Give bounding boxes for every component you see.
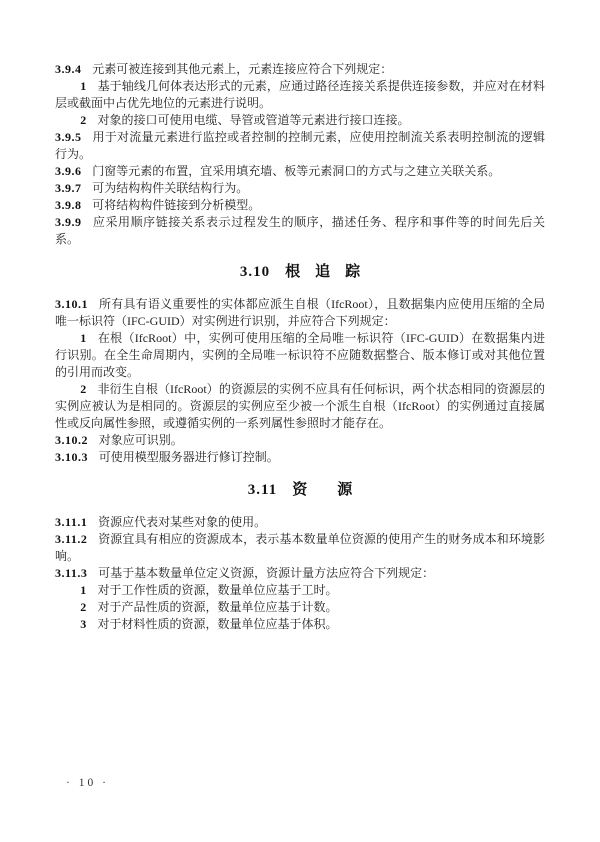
clause-number: 3.9.7 bbox=[55, 181, 82, 195]
item-number: 1 bbox=[80, 331, 87, 345]
clause-text: 可将结构构件链接到分析模型。 bbox=[92, 198, 261, 212]
clause-3-10-1 bbox=[55, 296, 545, 330]
clause-3-9-5 bbox=[55, 129, 545, 163]
list-item-3-11-3-3 bbox=[55, 616, 545, 633]
clause-3-11-2 bbox=[55, 531, 545, 565]
item-text: 对于产品性质的资源，数量单位应基于计数。 bbox=[97, 600, 338, 614]
clause-text: 元素可被连接到其他元素上，元素连接应符合下列规定： bbox=[92, 62, 393, 76]
clause-number: 3.10.1 bbox=[55, 297, 88, 311]
clause-text: 可使用模型服务器进行修订控制。 bbox=[98, 450, 279, 464]
clause-number: 3.10.2 bbox=[55, 433, 88, 447]
section-title: 资 源 bbox=[292, 482, 353, 498]
clause-number: 3.10.3 bbox=[55, 450, 88, 464]
clause-number: 3.9.4 bbox=[55, 62, 82, 76]
clause-number: 3.9.8 bbox=[55, 198, 82, 212]
clause-text: 资源应代表对某些对象的使用。 bbox=[98, 515, 267, 529]
item-number: 2 bbox=[80, 113, 87, 127]
clause-text: 用于对流量元素进行监控或者控制的控制元素，应使用控制流关系表明控制流的逻辑行为。 bbox=[55, 130, 545, 161]
item-text: 对于材料性质的资源，数量单位应基于体积。 bbox=[97, 617, 338, 631]
clause-3-9-4 bbox=[55, 61, 545, 78]
page-number: · 10 · bbox=[66, 777, 109, 789]
clause-3-10-2 bbox=[55, 432, 545, 449]
item-number: 2 bbox=[80, 600, 87, 614]
clause-text: 资源宜具有相应的资源成本，表示基本数量单位资源的使用产生的财务成本和环境影响。 bbox=[55, 532, 545, 563]
item-number: 1 bbox=[80, 79, 87, 93]
list-item-3-11-3-1 bbox=[55, 582, 545, 599]
list-item-3-10-1-1 bbox=[55, 330, 545, 381]
clause-3-10-3 bbox=[55, 449, 545, 466]
list-item-3-11-3-2 bbox=[55, 599, 545, 616]
section-heading-3-11 bbox=[55, 480, 545, 501]
clause-number: 3.11.1 bbox=[55, 515, 88, 529]
clause-number: 3.11.2 bbox=[55, 532, 88, 546]
list-item-3-9-4-2 bbox=[55, 112, 545, 129]
clause-text: 可为结构构件关联结构行为。 bbox=[92, 181, 249, 195]
item-number: 2 bbox=[80, 382, 87, 396]
item-text: 对象的接口可使用电缆、导管或管道等元素进行接口连接。 bbox=[97, 113, 410, 127]
list-item-3-9-4-1 bbox=[55, 78, 545, 112]
clause-number: 3.11.3 bbox=[55, 566, 88, 580]
clause-number: 3.9.9 bbox=[55, 215, 82, 229]
section-number: 3.10 bbox=[239, 264, 271, 280]
item-number: 3 bbox=[80, 617, 87, 631]
clause-3-11-1 bbox=[55, 514, 545, 531]
clause-3-9-6 bbox=[55, 163, 545, 180]
clause-text: 门窗等元素的布置，宜采用填充墙、板等元素洞口的方式与之建立关联关系。 bbox=[92, 164, 501, 178]
clause-3-9-7 bbox=[55, 180, 545, 197]
clause-3-11-3 bbox=[55, 565, 545, 582]
clause-text: 可基于基本数量单位定义资源，资源计量方法应符合下列规定： bbox=[98, 566, 435, 580]
document-body bbox=[55, 61, 545, 633]
section-title: 根 追 踪 bbox=[285, 264, 361, 280]
item-text: 非衍生自根（IfcRoot）的资源层的实例不应具有任何标识，两个状态相同的资源层的实例应被认为是相同的。资源层的实例应至少被一个派生自根（IfcRoot）的实例通过直接属性或反向属性参照，或遵循实例的一系列属性参照时才能存在。 bbox=[55, 382, 545, 430]
section-number: 3.11 bbox=[247, 482, 278, 498]
clause-3-9-8 bbox=[55, 197, 545, 214]
clause-number: 3.9.6 bbox=[55, 164, 82, 178]
item-text: 在根（IfcRoot）中，实例可使用压缩的全局唯一标识符（IFC-GUID）在数据集内进行识别。在全生命周期内，实例的全局唯一标识符不应随数据整合、版本修订或对其他位置的引用而改变。 bbox=[55, 331, 545, 379]
clause-text: 对象应可识别。 bbox=[98, 433, 183, 447]
section-heading-3-10 bbox=[55, 262, 545, 283]
list-item-3-10-1-2 bbox=[55, 381, 545, 432]
clause-3-9-9 bbox=[55, 214, 545, 248]
item-number: 1 bbox=[80, 583, 87, 597]
item-text: 对于工作性质的资源，数量单位应基于工时。 bbox=[97, 583, 338, 597]
clause-text: 所有具有语义重要性的实体都应派生自根（IfcRoot），且数据集内应使用压缩的全局唯一标识符（IFC-GUID）对实例进行识别，并应符合下列规定： bbox=[55, 297, 545, 328]
clause-number: 3.9.5 bbox=[55, 130, 82, 144]
item-text: 基于轴线几何体表达形式的元素，应通过路径连接关系提供连接参数，并应对在材料层或截面中占优先地位的元素进行说明。 bbox=[55, 79, 545, 110]
clause-text: 应采用顺序链接关系表示过程发生的顺序，描述任务、程序和事件等的时间先后关系。 bbox=[55, 215, 545, 246]
